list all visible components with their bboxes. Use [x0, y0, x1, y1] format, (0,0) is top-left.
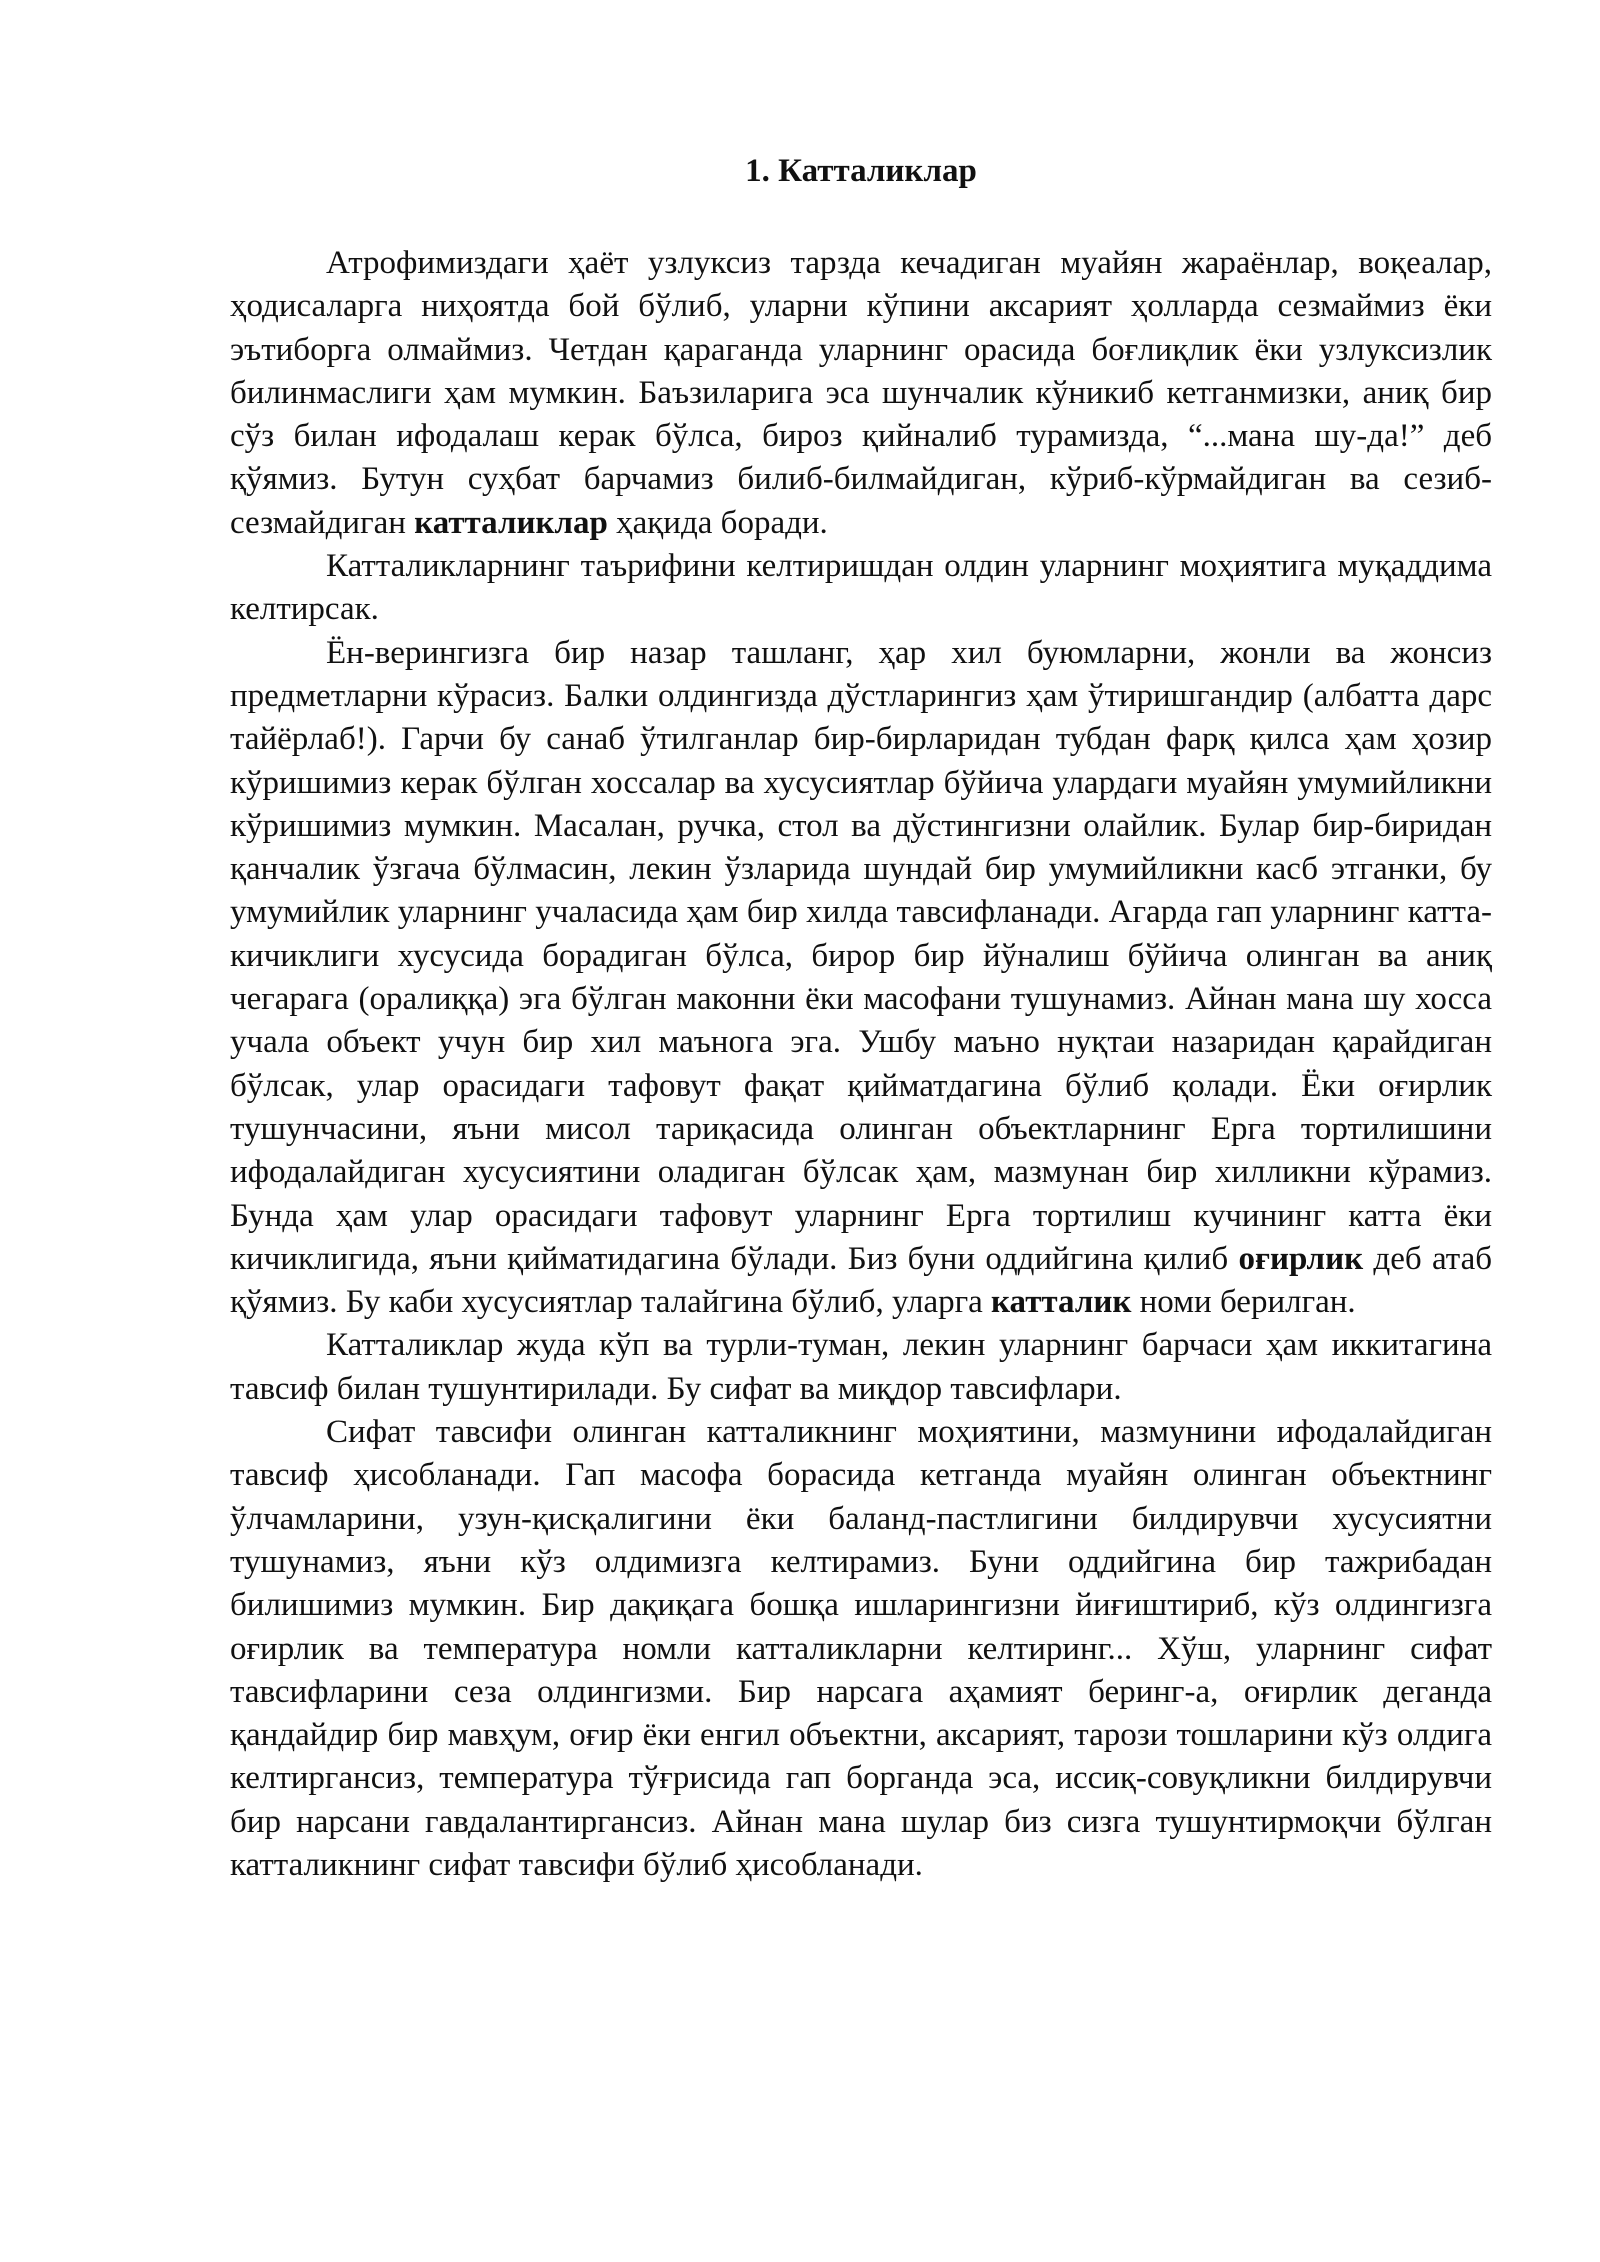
paragraph-text: Атрофимиздаги ҳаёт узлуксиз тарзда кечадиган муайян жараёнлар, воқеалар, ҳодисаларга ниҳоятда бой бўлиб, уларни кўпини аксарият ҳолларда сезмаймиз ёки эътиборга олмаймиз. Четдан қараганда уларнинг орасида боғлиқлик ёки узлуксизлик билинмаслиги ҳам мумкин. Баъзиларига эса шунчалик кўникиб кетганмизки, аниқ бир сўз билан ифодалаш керак бўлса, бироз қийналиб турамизда, “...мана шу-да!” деб қўямиз. Бутун суҳбат барчамиз билиб-билмайдиган, кўриб-кўрмайдиган ва сезиб-сезмайдиган	[230, 245, 1492, 541]
bold-term: оғирлик	[1238, 1240, 1364, 1277]
bold-term: катталиклар	[414, 504, 608, 541]
paragraph-descriptions	[230, 1324, 1492, 1411]
bold-term: катталик	[991, 1284, 1132, 1321]
document-page	[230, 150, 1492, 1887]
paragraph-text: ҳақида боради.	[607, 504, 828, 541]
paragraph-text: деб атаб қўямиз. Бу каби хусусиятлар талайгина бўлиб, уларга	[230, 1240, 1493, 1321]
paragraph-example	[230, 632, 1492, 1325]
paragraph-text: Ён-верингизга бир назар ташланг, ҳар хил буюмларни, жонли ва жонсиз предметларни кўрасиз. Балки олдингизда дўстларингиз ҳам ўтиришгандир (албатта дарс тайёрлаб!). Гарчи бу санаб ўтилганлар бир-бирларидан тубдан фарқ қилса ҳам ҳозир кўришимиз керак бўлган хоссалар ва хусусиятлар бўйича улардаги муайян умумийликни кўришимиз мумкин. Масалан, ручка, стол ва дўстингизни олайлик. Булар бир-биридан қанчалик ўзгача бўлмасин, лекин ўзларида шундай бир умумийликни касб этганки, бу умумийлик уларнинг учаласида ҳам бир хилда тавсифланади. Агарда гап уларнинг катта-кичиклиги хусусида борадиган бўлса, бирор бир йўналиш бўйича олинган ва аниқ чегарага (оралиққа) эга бўлган маконни ёки масофани тушунамиз. Айнан мана шу хосса учала объект учун бир хил маънога эга. Ушбу маъно нуқтаи назаридан қарайдиган бўлсак, улар орасидаги тафовут фақат қийматдагина бўлиб қолади. Ёки оғирлик тушунчасини, яъни мисол тариқасида олинган объектларнинг Ерга тортилишини ифодалайдиган хусусиятини оладиган бўлсак ҳам, мазмунан бир хилликни кўрамиз. Бунда ҳам улар орасидаги тафовут уларнинг Ерга тортилиш кучининг катта ёки кичиклигида, яъни қийматидагина бўлади. Биз буни оддийгина қилиб	[230, 634, 1492, 1277]
paragraph-text: номи берилган.	[1131, 1284, 1356, 1321]
paragraph-preface	[230, 545, 1492, 632]
paragraph-intro	[230, 242, 1492, 545]
paragraph-text: Катталикларнинг таърифини келтиришдан олдин уларнинг моҳиятига муқаддима келтирсак.	[230, 548, 1492, 628]
paragraph-quality	[230, 1411, 1492, 1887]
paragraph-text: Сифат тавсифи олинган катталикнинг моҳиятини, мазмунини ифодалайдиган тавсиф ҳисобланади. Гап масофа борасида кетганда муайян олинган объектнинг ўлчамларини, узун-қисқалигини ёки баланд-пастлигини билдирувчи хусусиятни тушунамиз, яъни кўз олдимизга келтирамиз. Буни оддийгина бир тажрибадан билишимиз мумкин. Бир дақиқага бошқа ишларингизни йиғиштириб, кўз олдингизга оғирлик ва температура номли катталикларни келтиринг... Хўш, уларнинг сифат тавсифларини сеза олдингизми. Бир нарсага аҳамият беринг-а, оғирлик деганда қандайдир бир мавҳум, оғир ёки енгил объектни, аксарият, тарози тошларини кўз олдига келтиргансиз, температура тўғрисида гап борганда эса, иссиқ-совуқликни билдирувчи бир нарсани гавдалантиргансиз. Айнан мана шулар биз сизга тушунтирмоқчи бўлган катталикнинг сифат тавсифи бўлиб ҳисобланади.	[230, 1414, 1492, 1883]
page-title: 1. Катталиклар	[745, 153, 977, 189]
paragraph-text: Катталиклар жуда кўп ва турли-туман, лекин уларнинг барчаси ҳам иккитагина тавсиф билан тушунтирилади. Бу сифат ва миқдор тавсифлари.	[230, 1327, 1492, 1407]
